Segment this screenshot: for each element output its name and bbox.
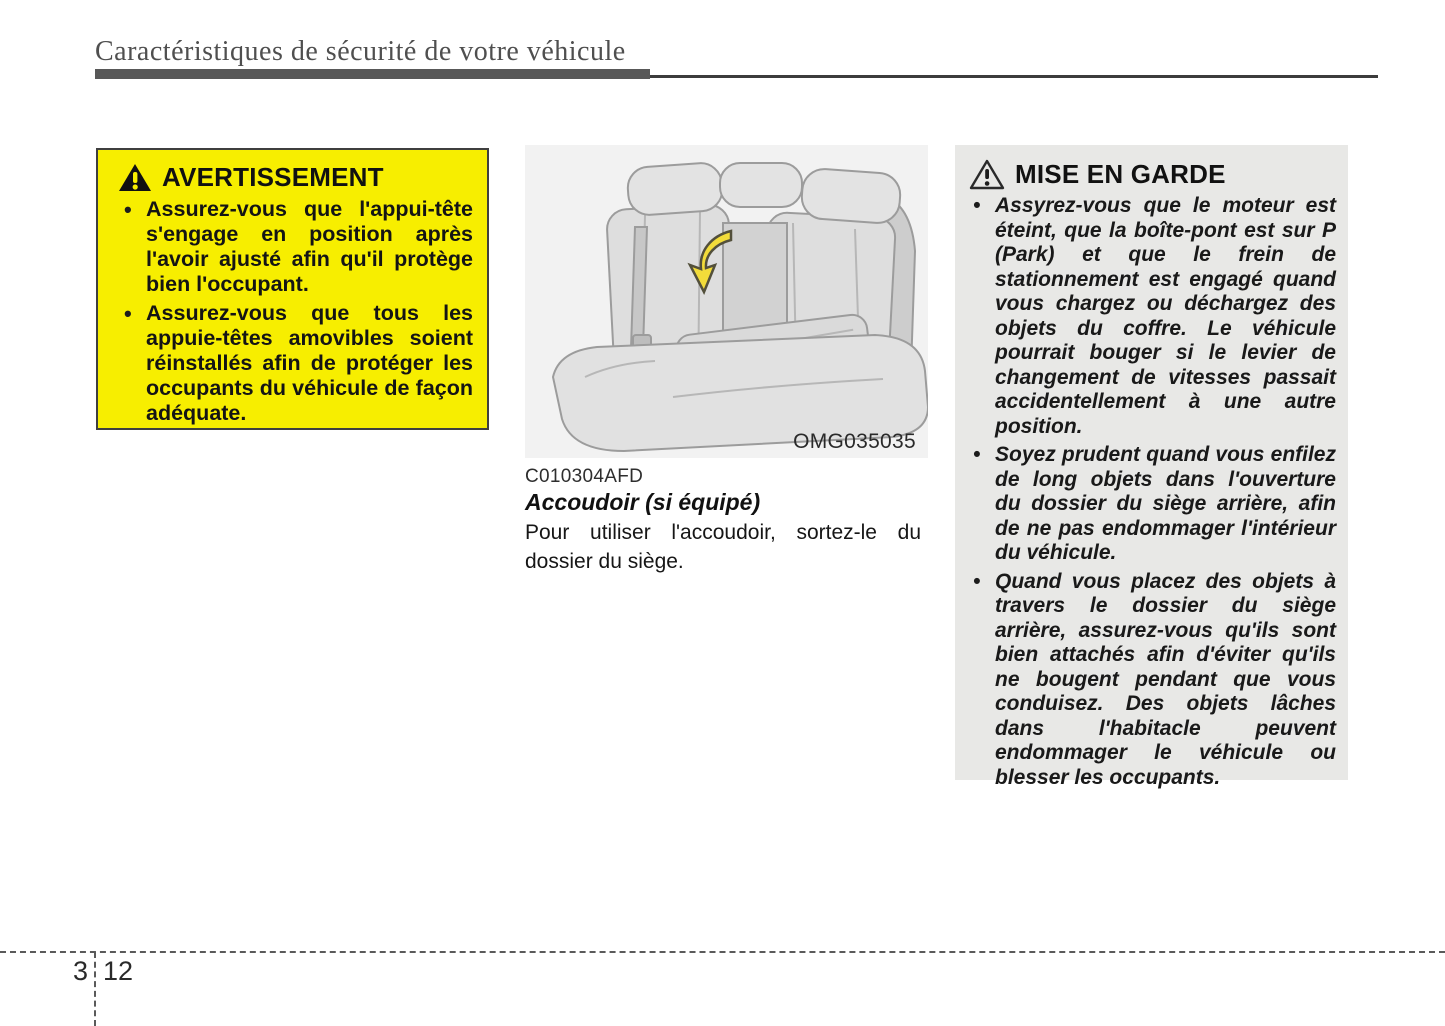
warning-item-text: Assurez-vous que tous les appuie-têtes amovibles soient réinstallés afin de protéger les occupants du véhicule de façon adéquate. xyxy=(146,301,473,425)
caution-triangle-icon xyxy=(969,159,1005,190)
seat-figure xyxy=(525,145,928,458)
figure-image-code: OMG035035 xyxy=(793,430,916,453)
caution-heading xyxy=(969,159,1336,190)
caution-box xyxy=(955,145,1348,789)
warning-item xyxy=(118,301,473,426)
footer-dashed-rule xyxy=(0,951,1445,953)
warning-box xyxy=(96,148,489,430)
bullet-marker: • xyxy=(973,194,981,217)
bullet-marker: • xyxy=(973,443,981,466)
figure-ref-code: C010304AFD xyxy=(525,466,644,487)
footer-section-number: 3 xyxy=(72,956,88,986)
rear-seat-illustration xyxy=(525,145,928,458)
warning-heading xyxy=(118,162,473,193)
header-rule-thin xyxy=(650,75,1378,78)
caution-item-text: Quand vous placez des objets à travers le dossier du siège arrière, assurez-vous qu'ils sont bien attachés afin d'éviter qu'ils ne bougent pendant que vous conduisez. Des objets lâches dans l'habitacle peuvent endommager le véhicule ou blesser les occupants. xyxy=(995,569,1336,789)
caution-title: MISE EN GARDE xyxy=(1015,159,1226,189)
figure-caption-title: Accoudoir (si équipé) xyxy=(525,489,761,515)
warning-triangle-icon xyxy=(118,163,152,193)
figure-caption-body: Pour utiliser l'accoudoir, sortez-le du dossier du siège. xyxy=(525,521,921,573)
caution-item xyxy=(969,443,1336,566)
caution-item-text: Soyez prudent quand vous enfilez de long objets dans l'ouverture du dossier du siège arrière, afin de ne pas endommager l'intérieur du véhicule. xyxy=(995,443,1336,564)
caution-item xyxy=(969,194,1336,439)
bullet-marker: • xyxy=(124,301,132,326)
caution-item-text: Assyrez-vous que le moteur est éteint, que la boîte-pont est sur P (Park) et que le frein de stationnement est engagé quand vous chargez ou déchargez des objets du coffre. Le véhicule pourrait bouger si le levier de changement de vitesses passait accidentellement à une autre position. xyxy=(995,194,1336,438)
warning-item-text: Assurez-vous que l'appui-tête s'engage en position après l'avoir ajusté afin qu'il protège bien l'occupant. xyxy=(146,197,473,296)
bullet-marker: • xyxy=(973,569,981,593)
page-title: Caractéristiques de sécurité de votre véhicule xyxy=(95,36,626,67)
footer-dashed-divider xyxy=(94,952,96,1026)
bullet-marker: • xyxy=(124,197,132,222)
warning-item xyxy=(118,197,473,297)
footer-page-number: 12 xyxy=(103,956,134,986)
warning-title: AVERTISSEMENT xyxy=(162,162,384,192)
caution-item xyxy=(969,570,1336,791)
header-rule-thick xyxy=(95,69,650,79)
